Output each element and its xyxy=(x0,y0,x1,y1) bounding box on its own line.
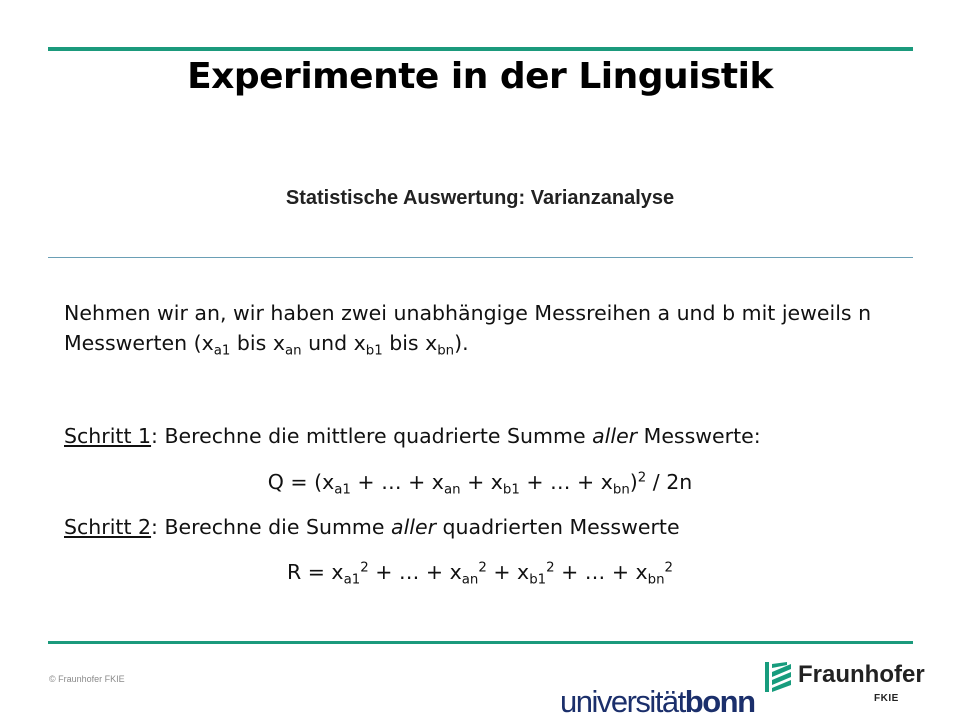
formula-r: $R = x_{a1}^2$ + … + $x_{an}^2 + x_{b1}^2$ + … + $x_{bn}^2$ xyxy=(286,560,674,588)
slide-title: Experimente in der Linguistik xyxy=(187,56,773,97)
top-divider xyxy=(48,47,913,51)
fraunhofer-wordmark: Fraunhofer xyxy=(798,661,925,688)
fraunhofer-mark-icon xyxy=(763,660,793,694)
step-2-instruction: Schritt 2: Berechne die Summe aller quadrierten Messwerte xyxy=(64,515,680,539)
bonn-wordmark: universitätbonn xyxy=(560,684,755,719)
slide-subtitle: Statistische Auswertung: Varianzanalyse xyxy=(285,187,675,209)
fkie-label: FKIE xyxy=(874,693,899,704)
universitaet-bonn-logo xyxy=(560,648,755,719)
step-1-label: Schritt 1 xyxy=(64,424,152,448)
intro-paragraph: Nehmen wir an, wir haben zwei unabhängige Messreihen a und b mit jeweils n Messwerten ($x_{a1}$ bis $x_{an}$ und $x_{b1}$ bis $x_{bn}$). xyxy=(64,301,872,359)
step-2-label: Schritt 2 xyxy=(64,515,152,539)
subtitle-divider xyxy=(48,257,913,258)
step-1-instruction: Schritt 1: Berechne die mittlere quadrierte Summe aller Messwerte: xyxy=(64,424,761,448)
footer-divider xyxy=(48,641,913,644)
formula-q: $Q = (x_{a1}$ + … + $x_{an} + x_{b1}$ + … + $x_{bn})^2 / 2n$ xyxy=(267,470,693,498)
copyright-notice: © Fraunhofer FKIE xyxy=(49,674,125,684)
fraunhofer-fkie-logo xyxy=(763,660,933,710)
